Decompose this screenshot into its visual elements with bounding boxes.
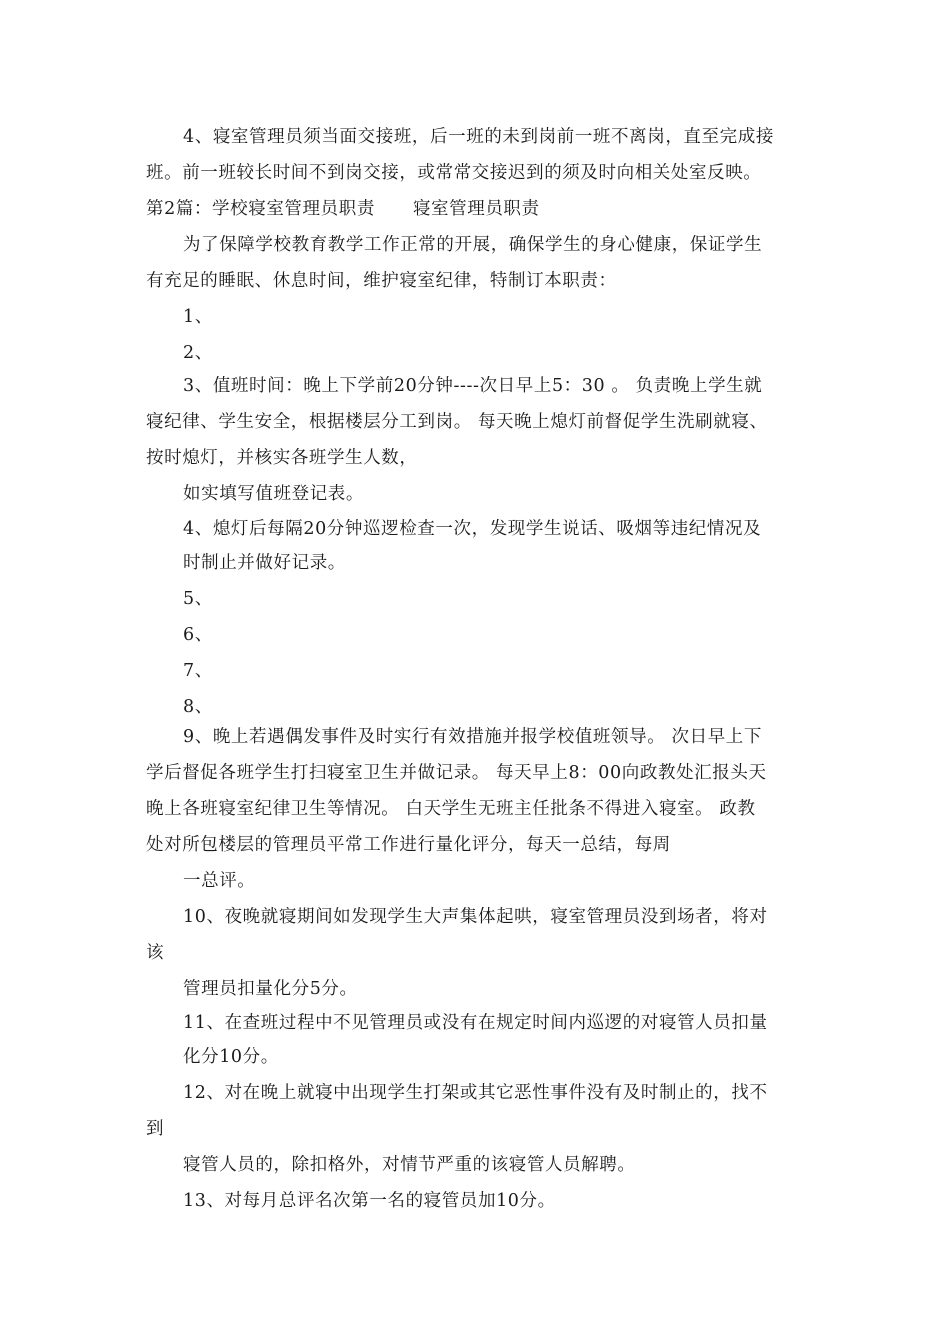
list-item: 7、	[183, 661, 213, 681]
paragraph-line: 化分10分。	[183, 1047, 279, 1067]
list-item: 5、	[183, 589, 213, 609]
paragraph-line: 有充足的睡眠、休息时间，维护寝室纪律，特制订本职责：	[146, 271, 617, 291]
list-item: 1、	[183, 307, 213, 327]
paragraph-line: 学后督促各班学生打扫寝室卫生并做记录。 每天早上8：00向政教处汇报头天	[146, 763, 767, 783]
paragraph-line: 班。前一班较长时间不到岗交接，或常常交接迟到的须及时向相关处室反映。	[146, 163, 762, 183]
paragraph-line: 4、熄灯后每隔20分钟巡逻检查一次，发现学生说话、吸烟等违纪情况及	[183, 519, 762, 539]
list-item: 8、	[183, 697, 213, 717]
paragraph-line: 如实填写值班登记表。	[183, 484, 364, 504]
paragraph-line: 时制止并做好记录。	[183, 553, 346, 573]
paragraph-line: 晚上各班寝室纪律卫生等情况。 白天学生无班主任批条不得进入寝室。 政教	[146, 799, 756, 819]
paragraph-line: 4、寝室管理员须当面交接班，后一班的未到岗前一班不离岗，直至完成接	[183, 127, 774, 147]
paragraph-line: 为了保障学校教育教学工作正常的开展，确保学生的身心健康，保证学生	[183, 235, 763, 255]
section-heading-right: 寝室管理员职责	[412, 199, 540, 219]
list-item: 6、	[183, 625, 213, 645]
section-heading	[146, 197, 806, 221]
paragraph-line: 寝纪律、学生安全，根据楼层分工到岗。 每天晚上熄灯前督促学生洗刷就寝、	[146, 412, 768, 432]
paragraph-line: 10、夜晚就寝期间如发现学生大声集体起哄，寝室管理员没到场者，将对	[183, 907, 768, 927]
paragraph-line: 管理员扣量化分5分。	[183, 979, 358, 999]
paragraph-line: 12、对在晚上就寝中出现学生打架或其它恶性事件没有及时制止的，找不	[183, 1083, 768, 1103]
paragraph-line: 3、值班时间：晚上下学前20分钟----次日早上5：30 。 负责晚上学生就	[183, 376, 763, 396]
paragraph-line: 按时熄灯，并核实各班学生人数，	[146, 448, 418, 468]
paragraph-line: 到	[146, 1119, 165, 1139]
paragraph-line: 处对所包楼层的管理员平常工作进行量化评分，每天一总结，每周	[146, 835, 671, 855]
paragraph-line: 9、晚上若遇偶发事件及时实行有效措施并报学校值班领导。 次日早上下	[183, 727, 762, 747]
paragraph-line: 该	[146, 943, 165, 963]
paragraph-line: 11、在查班过程中不见管理员或没有在规定时间内巡逻的对寝管人员扣量	[183, 1013, 768, 1033]
paragraph-line: 寝管人员的，除扣格外，对情节严重的该寝管人员解聘。	[183, 1155, 636, 1175]
paragraph-line: 一总评。	[183, 871, 256, 891]
section-heading-left: 第2篇：学校寝室管理员职责	[146, 199, 375, 219]
paragraph-line: 13、对每月总评名次第一名的寝管员加10分。	[183, 1191, 556, 1211]
list-item: 2、	[183, 343, 213, 363]
